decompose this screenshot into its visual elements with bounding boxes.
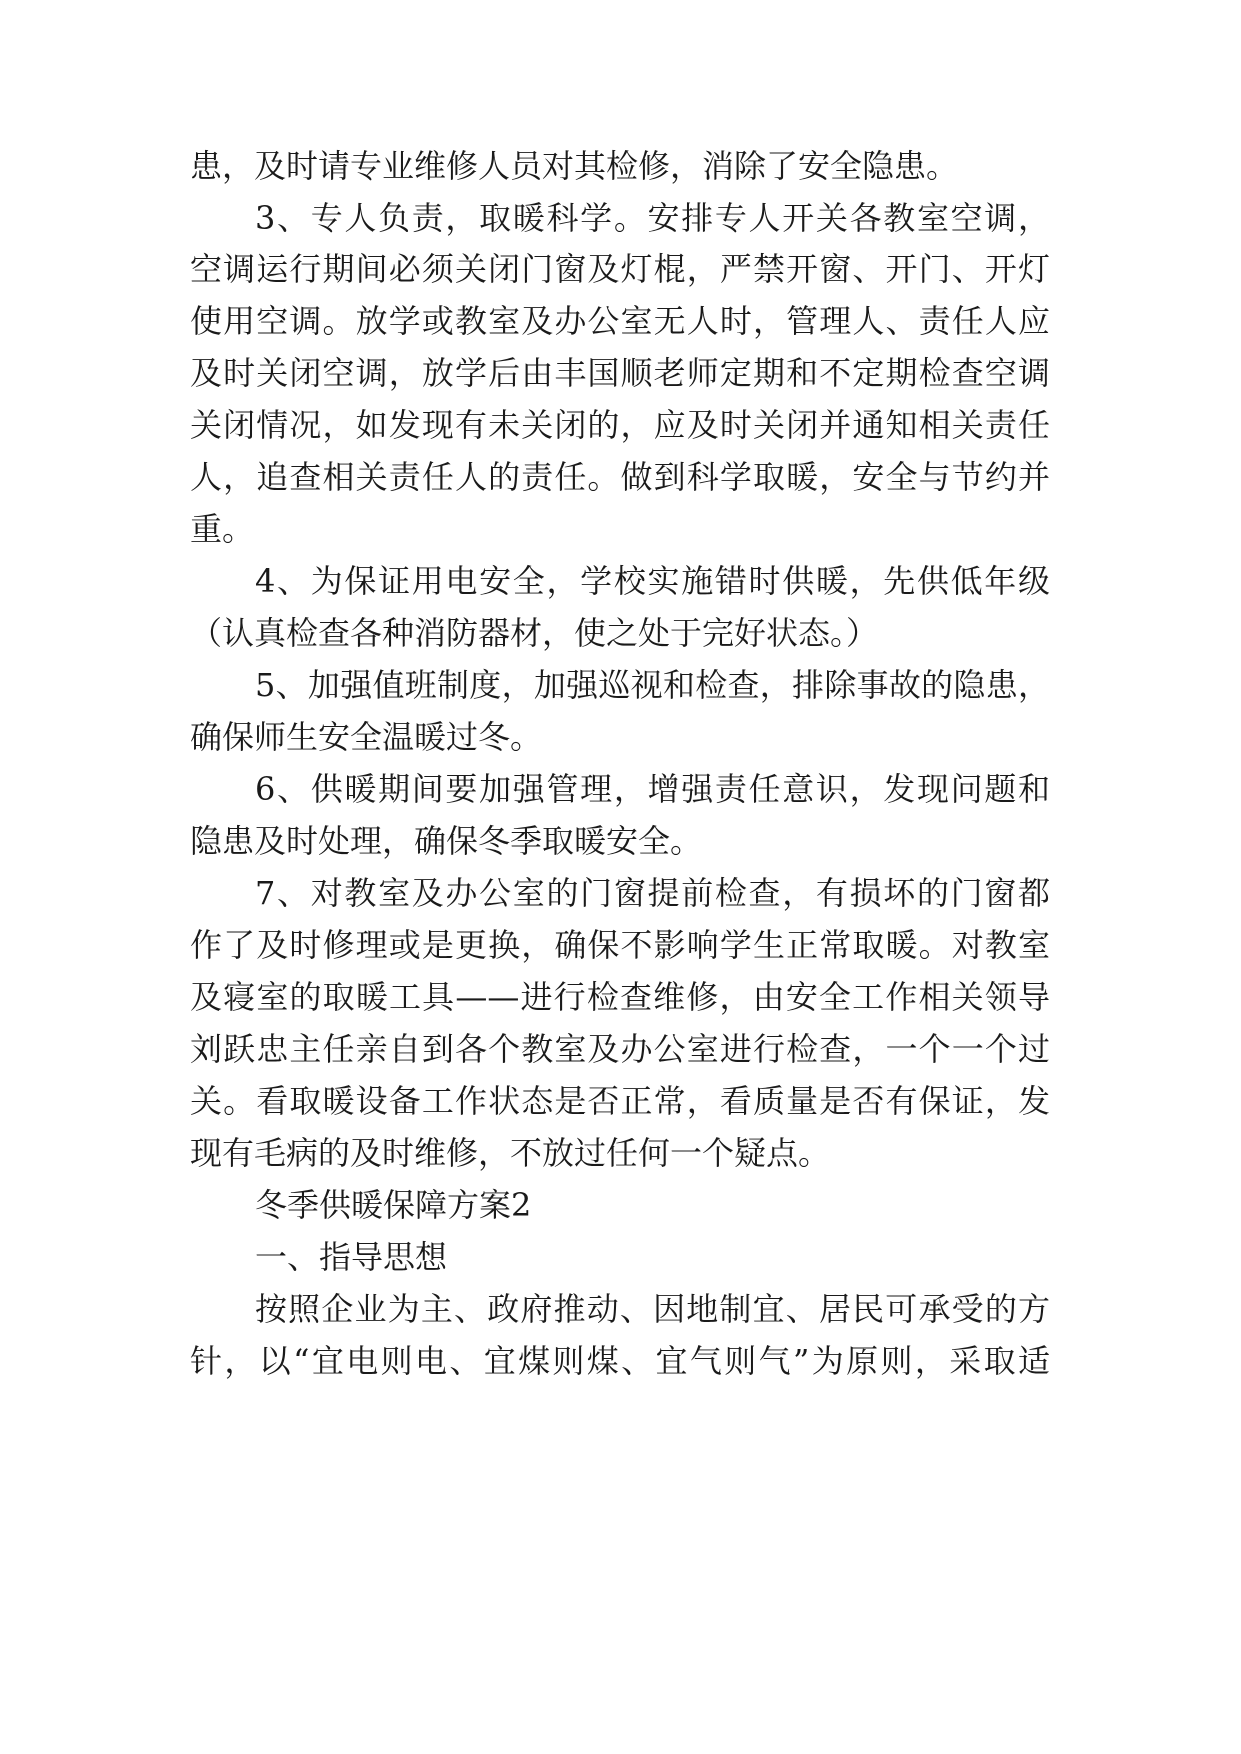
text-line: 使用空调。放学或教室及办公室无人时，管理人、责任人应 (190, 302, 1050, 340)
section-heading: 冬季供暖保障方案2 (255, 1186, 532, 1224)
text-line: 7、对教室及办公室的门窗提前检查，有损坏的门窗都 (255, 874, 1050, 912)
text-line: 现有毛病的及时维修，不放过任何一个疑点。 (190, 1134, 831, 1172)
text-line: 6、供暖期间要加强管理，增强责任意识，发现问题和 (255, 770, 1050, 808)
text-line: 空调运行期间必须关闭门窗及灯棍，严禁开窗、开门、开灯 (190, 250, 1050, 288)
text-line: 及寝室的取暖工具——进行检查维修，由安全工作相关领导 (190, 978, 1050, 1016)
text-line: 人，追查相关责任人的责任。做到科学取暖，安全与节约并 (190, 458, 1050, 496)
text-line: 作了及时修理或是更换，确保不影响学生正常取暖。对教室 (190, 926, 1050, 964)
text-line: 4、为保证用电安全，学校实施错时供暖，先供低年级 (255, 562, 1050, 600)
text-line: 患，及时请专业维修人员对其检修，消除了安全隐患。 (190, 147, 959, 185)
text-line: 关闭情况，如发现有未关闭的，应及时关闭并通知相关责任 (190, 406, 1050, 444)
text-line: 确保师生安全温暖过冬。 (190, 718, 543, 756)
text-line: 3、专人负责，取暖科学。安排专人开关各教室空调， (255, 199, 1050, 237)
text-line: （认真检查各种消防器材，使之处于完好状态。） (190, 614, 879, 652)
text-line: 针，以“宜电则电、宜煤则煤、宜气则气”为原则，采取适 (190, 1342, 1050, 1380)
text-line: 重。 (190, 510, 255, 548)
text-line: 5、加强值班制度，加强巡视和检查，排除事故的隐患， (255, 666, 1050, 704)
text-line: 按照企业为主、政府推动、因地制宜、居民可承受的方 (255, 1290, 1050, 1328)
text-line: 及时关闭空调，放学后由丰国顺老师定期和不定期检查空调 (190, 354, 1050, 392)
text-line: 隐患及时处理，确保冬季取暖安全。 (190, 822, 703, 860)
text-line: 刘跃忠主任亲自到各个教室及办公室进行检查，一个一个过 (190, 1030, 1050, 1068)
subsection-heading: 一、指导思想 (255, 1238, 448, 1276)
text-line: 关。看取暖设备工作状态是否正常，看质量是否有保证，发 (190, 1082, 1050, 1120)
